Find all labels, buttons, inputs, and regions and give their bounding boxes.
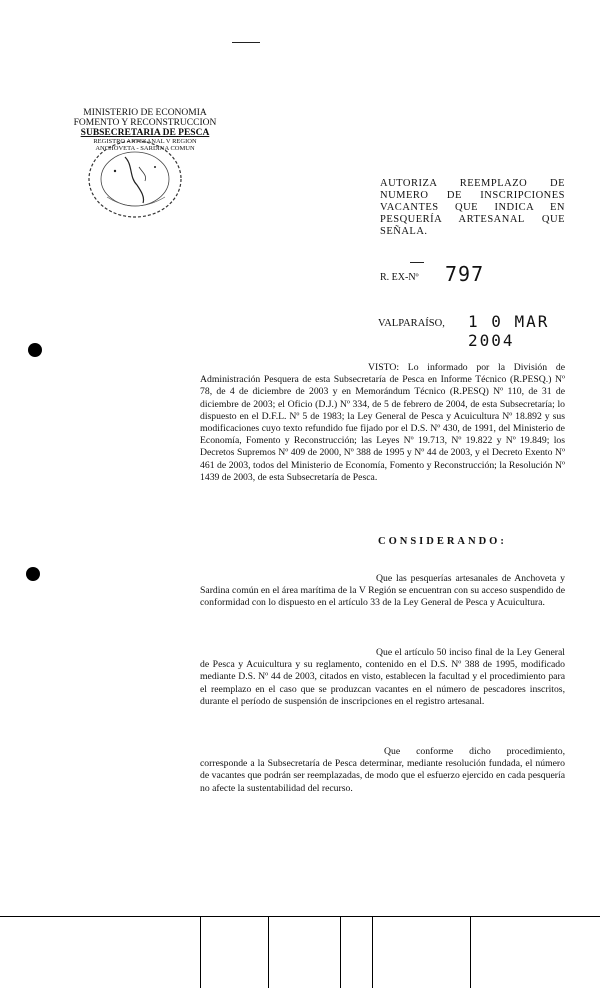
paragraph-text: el artículo 50 inciso final de la Ley General de Pesca y Acuicultura y su reglamento, contenido en el D.S. Nº 388 de 1995, modificado mediante D.S. Nº 44 de 2003, citados en visto, establecen la facultad y el procedimiento para el reemplazo en el caso que se produzcan vacantes en el número de pescadores inscritos, durante el período de suspensión de inscripciones en el registro artesanal.	[200, 647, 566, 707]
ministry-name-2: FOMENTO Y RECONSTRUCCION	[73, 118, 217, 128]
visto-paragraph	[200, 362, 565, 484]
ministry-name: MINISTERIO DE ECONOMIA	[83, 108, 207, 118]
resolution-label: R. EX-Nº	[380, 272, 419, 283]
resolution-number: 797	[445, 262, 485, 286]
registry-name: REGISTRO ARTESANAL V REGION	[93, 138, 197, 145]
official-seal	[85, 137, 185, 222]
visto-lead: VISTO:	[368, 362, 400, 373]
paragraph-lead: Que	[384, 746, 401, 757]
date-stamp: 1 0 MAR 2004	[468, 312, 550, 350]
paragraph-lead: Que	[376, 573, 393, 584]
binder-hole	[28, 343, 42, 357]
considerando-paragraph	[200, 746, 565, 795]
scan-frame-line	[340, 916, 341, 988]
scan-frame-line	[470, 916, 471, 988]
scan-frame-line	[372, 916, 373, 988]
subsecretaria-name: SUBSECRETARIA DE PESCA	[80, 128, 210, 138]
considerando-paragraph	[200, 647, 565, 708]
scan-mark	[410, 262, 424, 263]
fishery-name: ANCHOVETA - SARDINA COMUN	[95, 145, 195, 152]
subject-line: SEÑALA.	[380, 226, 428, 237]
place: VALPARAÍSO,	[378, 318, 445, 329]
page-bottom-border	[0, 916, 600, 917]
subject-block	[380, 178, 565, 238]
paragraph-text: conforme dicho procedimiento, corresponde a la Subsecretaría de Pesca determinar, mediante resolución fundada, el número de vacantes que podrán ser reemplazadas, de modo que el esfuerzo ejercido en cada pesquería no afecte la sustentabilidad del recurso.	[200, 746, 565, 794]
scan-frame-line	[200, 916, 201, 988]
scan-frame-line	[268, 916, 269, 988]
paragraph-lead: Que	[376, 647, 393, 658]
binder-hole	[26, 567, 40, 581]
subject-line: PESQUERÍA ARTESANAL QUE	[380, 214, 565, 225]
visto-text: Lo informado por la División de Administración Pesquera de esta Subsecretaría de Pesca en Informe Técnico (R.PESQ.) Nº 78, de 4 de diciembre de 2003 y en Memorándum Técnico (R.PESQ) Nº 110, de 31 de diciembre de 2003; el Oficio (D.J.) Nº 334, de 5 de febrero de 2004, de esta Subsecretaría; lo dispuesto en el D.F.L. Nº 5 de 1983; la Ley General de Pesca y Acuicultura Nº 18.892 y sus modificaciones cuyo texto refundido fue fijado por el D.S. Nº 430, de 1991, del Ministerio de Economía, Fomento y Reconstrucción; las Leyes Nº 19.713, Nº 19.822 y Nº 19.849; los Decretos Supremos Nº 409 de 2000, Nº 388 de 1995 y Nº 44 de 2003, y el Decreto Exento Nº 461 de 2003, todos del Ministerio de Economía, Fomento y Reconstrucción; la Resolución Nº 1439 de 2003, de esta Subsecretaría de Pesca.	[200, 362, 565, 483]
subject-line: VACANTES QUE INDICA EN	[380, 202, 565, 213]
considerando-paragraph	[200, 573, 565, 610]
scan-mark	[232, 42, 260, 43]
subject-line: AUTORIZA REEMPLAZO DE	[380, 178, 565, 189]
subject-line: NUMERO DE INSCRIPCIONES	[380, 190, 565, 201]
paragraph-text: las pesquerías artesanales de Anchoveta y Sardina común en el área marítima de la V Región se encuentran con su acceso suspendido de conformidad con lo dispuesto en el artículo 33 de la Ley General de Pesca y Acuicultura.	[200, 573, 566, 609]
considerando-heading: CONSIDERANDO:	[378, 536, 507, 547]
